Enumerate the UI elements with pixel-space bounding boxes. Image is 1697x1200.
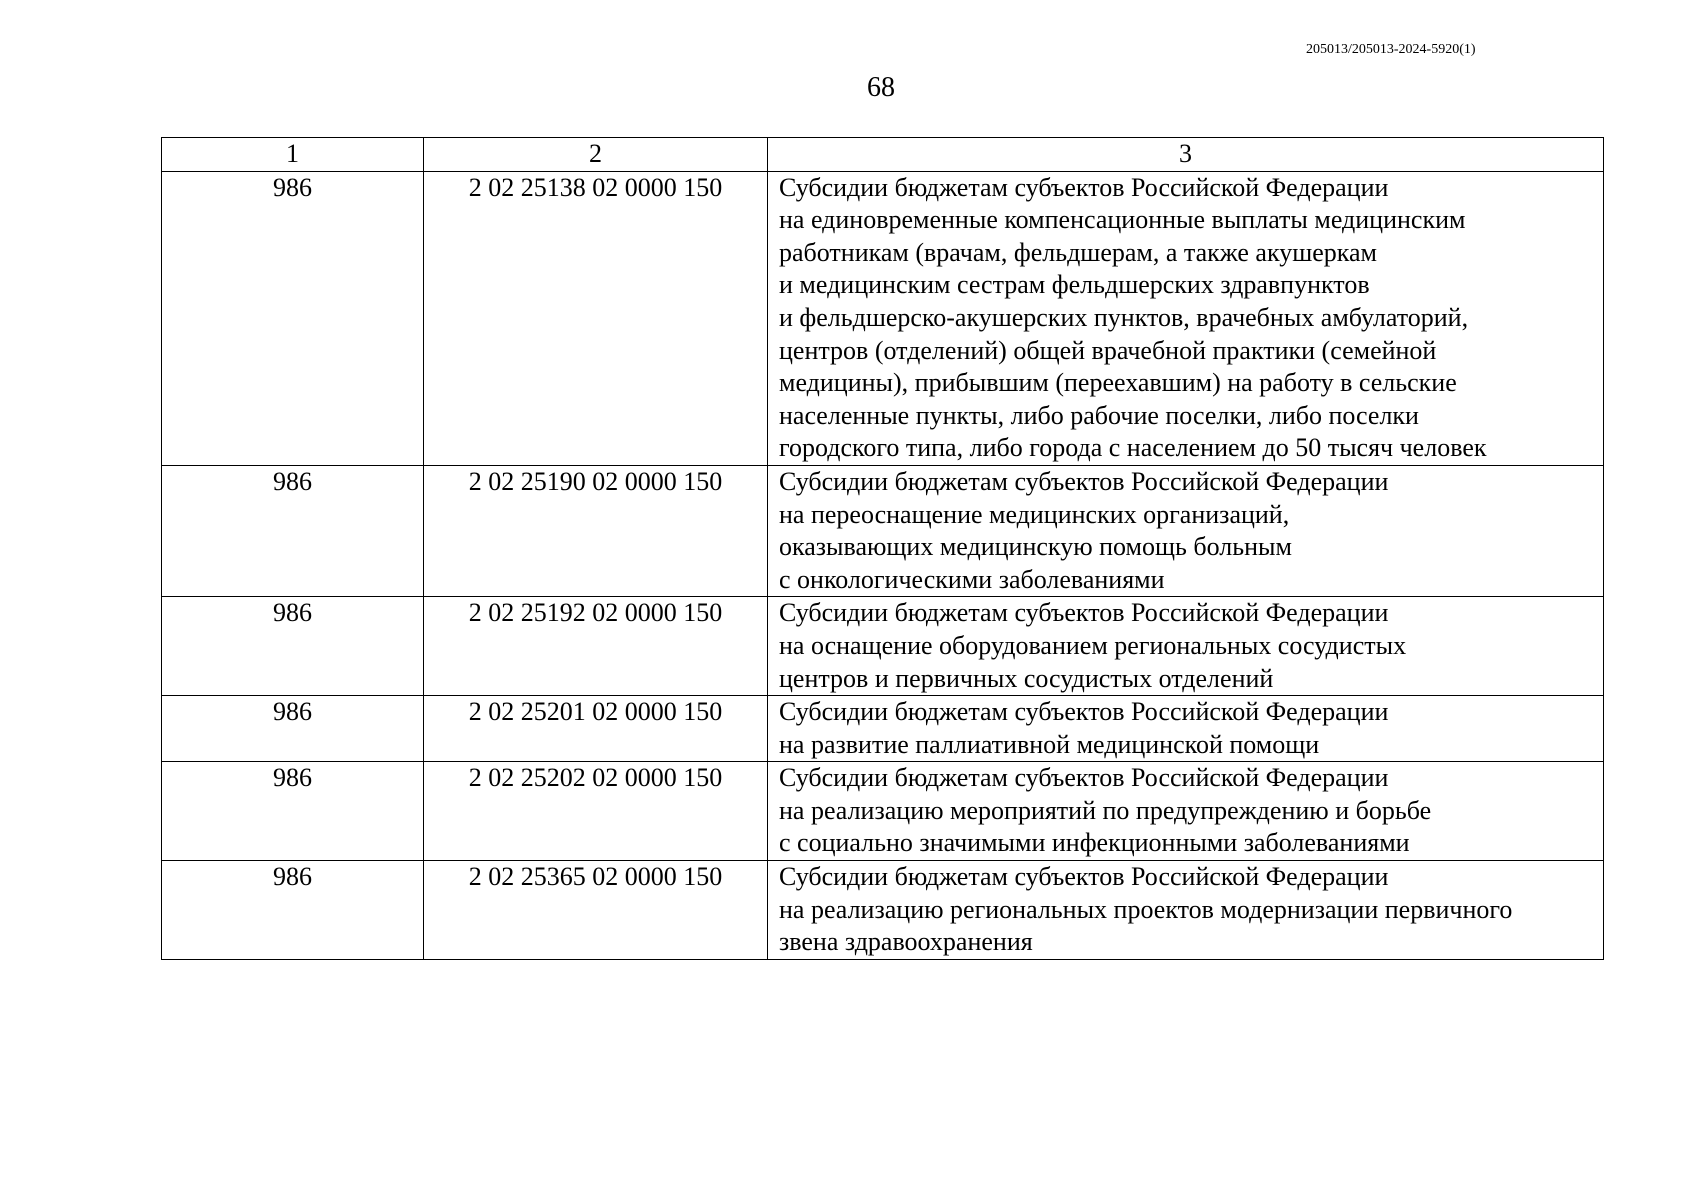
revenue-name-line: Субсидии бюджетам субъектов Российской Федерации [779, 598, 1389, 628]
revenue-name-line: центров и первичных сосудистых отделений [779, 663, 1274, 693]
revenue-name-line: на реализацию мероприятий по предупреждению и борьбе [779, 795, 1432, 825]
column-header-3: 3 [768, 138, 1604, 172]
table-row [162, 762, 1604, 861]
revenue-name-line: Субсидии бюджетам субъектов Российской Федерации [779, 172, 1389, 202]
revenue-name-cell [768, 861, 1604, 960]
revenue-name-line: на развитие паллиативной медицинской помощи [779, 729, 1320, 759]
budget-codes-table [161, 137, 1604, 960]
column-header-2: 2 [424, 138, 768, 172]
revenue-name-line: с социально значимыми инфекционными заболеваниями [779, 828, 1410, 858]
admin-code-cell: 986 [162, 762, 424, 861]
table-row [162, 465, 1604, 596]
page-number: 68 [867, 72, 895, 103]
revenue-name-cell [768, 762, 1604, 861]
admin-code-cell: 986 [162, 465, 424, 596]
revenue-name-line: Субсидии бюджетам субъектов Российской Федерации [779, 697, 1389, 727]
revenue-name-line: на переоснащение медицинских организаций, [779, 499, 1290, 529]
revenue-name-line: оказывающих медицинскую помощь больным [779, 532, 1292, 562]
column-header-1: 1 [162, 138, 424, 172]
kbk-code-cell: 2 02 25201 02 0000 150 [424, 696, 768, 762]
revenue-name-line: с онкологическими заболеваниями [779, 564, 1165, 594]
admin-code-cell: 986 [162, 861, 424, 960]
kbk-code-cell: 2 02 25190 02 0000 150 [424, 465, 768, 596]
admin-code-cell: 986 [162, 597, 424, 696]
table-body [162, 171, 1604, 959]
admin-code-cell: 986 [162, 171, 424, 465]
document-id: 205013/205013-2024-5920(1) [1306, 42, 1476, 57]
revenue-name-line: и медицинским сестрам фельдшерских здравпунктов [779, 270, 1370, 300]
revenue-name-line: на единовременные компенсационные выплаты медицинским [779, 205, 1466, 235]
admin-code-cell: 986 [162, 696, 424, 762]
table-row [162, 171, 1604, 465]
revenue-name-line: медицины), прибывшим (переехавшим) на работу в сельские [779, 368, 1457, 398]
revenue-name-line: центров (отделений) общей врачебной практики (семейной [779, 335, 1437, 365]
revenue-name-line: звена здравоохранения [779, 927, 1033, 957]
revenue-name-line: на оснащение оборудованием региональных сосудистых [779, 630, 1407, 660]
revenue-name-cell [768, 597, 1604, 696]
table-row [162, 597, 1604, 696]
revenue-name-line: населенные пункты, либо рабочие поселки, либо поселки [779, 400, 1419, 430]
revenue-name-line: работникам (врачам, фельдшерам, а также акушеркам [779, 237, 1377, 267]
kbk-code-cell: 2 02 25138 02 0000 150 [424, 171, 768, 465]
table-header-row [162, 138, 1604, 172]
revenue-name-line: Субсидии бюджетам субъектов Российской Федерации [779, 862, 1389, 892]
revenue-name-line: на реализацию региональных проектов модернизации первичного [779, 894, 1513, 924]
table-row [162, 696, 1604, 762]
revenue-name-cell [768, 465, 1604, 596]
revenue-name-line: Субсидии бюджетам субъектов Российской Федерации [779, 466, 1389, 496]
revenue-name-line: Субсидии бюджетам субъектов Российской Федерации [779, 763, 1389, 793]
revenue-name-cell [768, 696, 1604, 762]
kbk-code-cell: 2 02 25192 02 0000 150 [424, 597, 768, 696]
revenue-name-line: и фельдшерско-акушерских пунктов, врачебных амбулаторий, [779, 302, 1469, 332]
table-row [162, 861, 1604, 960]
kbk-code-cell: 2 02 25365 02 0000 150 [424, 861, 768, 960]
kbk-code-cell: 2 02 25202 02 0000 150 [424, 762, 768, 861]
revenue-name-line: городского типа, либо города с населением до 50 тысяч человек [779, 433, 1487, 463]
revenue-name-cell [768, 171, 1604, 465]
